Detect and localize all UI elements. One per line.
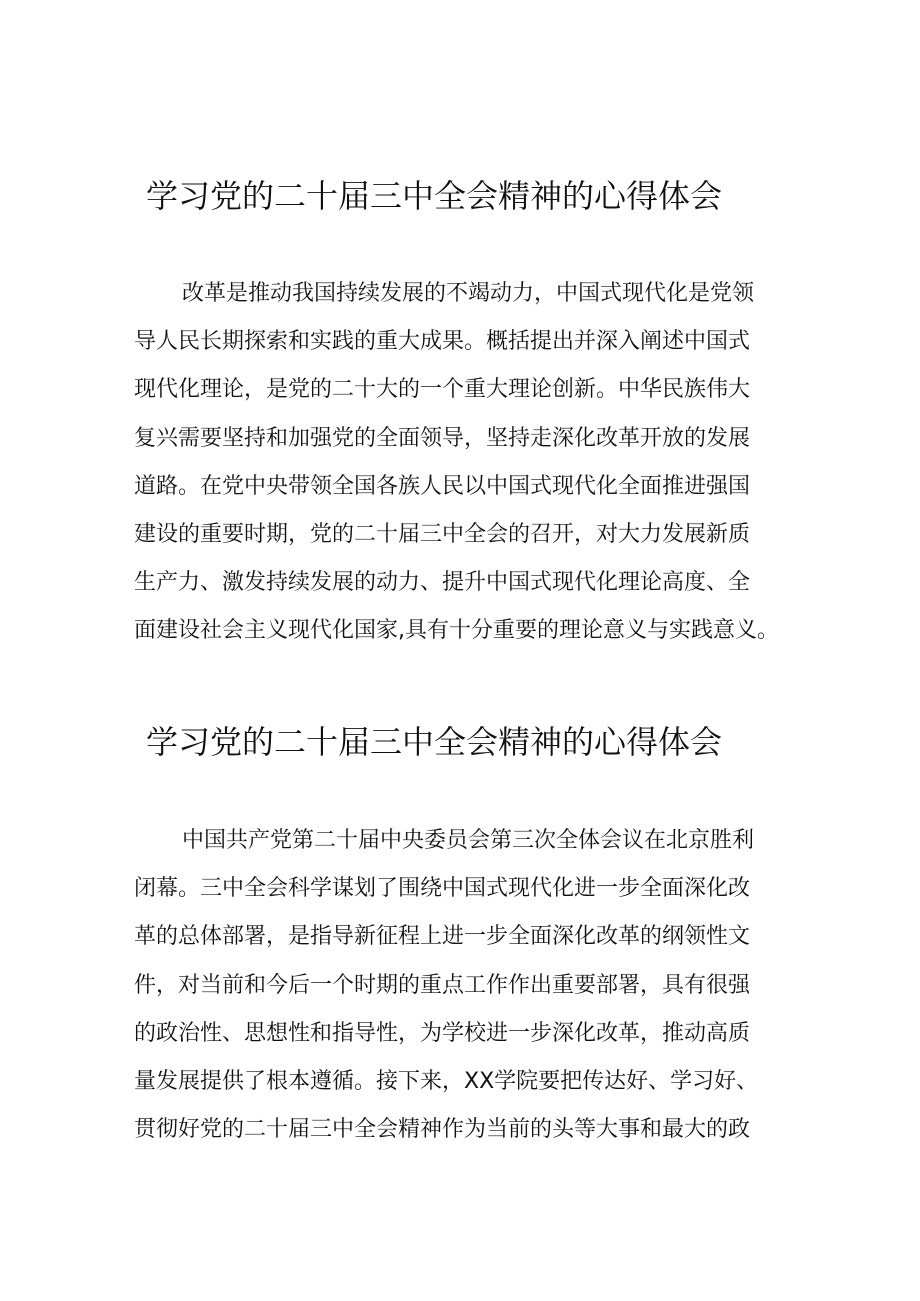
paragraph-line: 贯彻好党的二十届三中全会精神作为当前的头等大事和最大的政 [134, 1117, 751, 1143]
paragraph-line: 复兴需要坚持和加强党的全面领导，坚持走深化改革开放的发展 [134, 425, 751, 451]
paragraph-line: 道路。在党中央带领全国各族人民以中国式现代化全面推进强国 [134, 473, 751, 499]
paragraph-line: 中国共产党第二十届中央委员会第三次全体会议在北京胜利 [182, 828, 755, 853]
paragraph-line: 量发展提供了根本遵循。接下来，XX学院要把传达好、学习好、 [134, 1068, 759, 1094]
paragraph-1 [134, 270, 779, 656]
paragraph-line: 面建设社会主义现代化国家,具有十分重要的理论意义与实践意义。 [134, 618, 779, 644]
paragraph-line: 的政治性、思想性和指导性，为学校进一步深化改革，推动高质 [134, 1020, 751, 1046]
section-title-2: 学习党的二十届三中全会精神的心得体会 [146, 723, 723, 761]
section-title-1: 学习党的二十届三中全会精神的心得体会 [146, 177, 723, 215]
paragraph-line: 改革是推动我国持续发展的不竭动力，中国式现代化是党领 [182, 281, 755, 306]
paragraph-line: 导人民长期探索和实践的重大成果。概括提出并深入阐述中国式 [134, 329, 751, 355]
paragraph-line: 现代化理论，是党的二十大的一个重大理论创新。中华民族伟大 [134, 377, 751, 403]
paragraph-line: 建设的重要时期，党的二十届三中全会的召开，对大力发展新质 [134, 521, 751, 547]
paragraph-line: 革的总体部署，是指导新征程上进一步全面深化改革的纲领性文 [134, 924, 751, 950]
paragraph-line: 闭幕。三中全会科学谋划了围绕中国式现代化进一步全面深化改 [134, 876, 751, 902]
paragraph-2 [134, 817, 758, 1154]
paragraph-line: 生产力、激发持续发展的动力、提升中国式现代化理论高度、全 [134, 570, 751, 596]
paragraph-line: 件，对当前和今后一个时期的重点工作作出重要部署，具有很强 [134, 972, 751, 998]
